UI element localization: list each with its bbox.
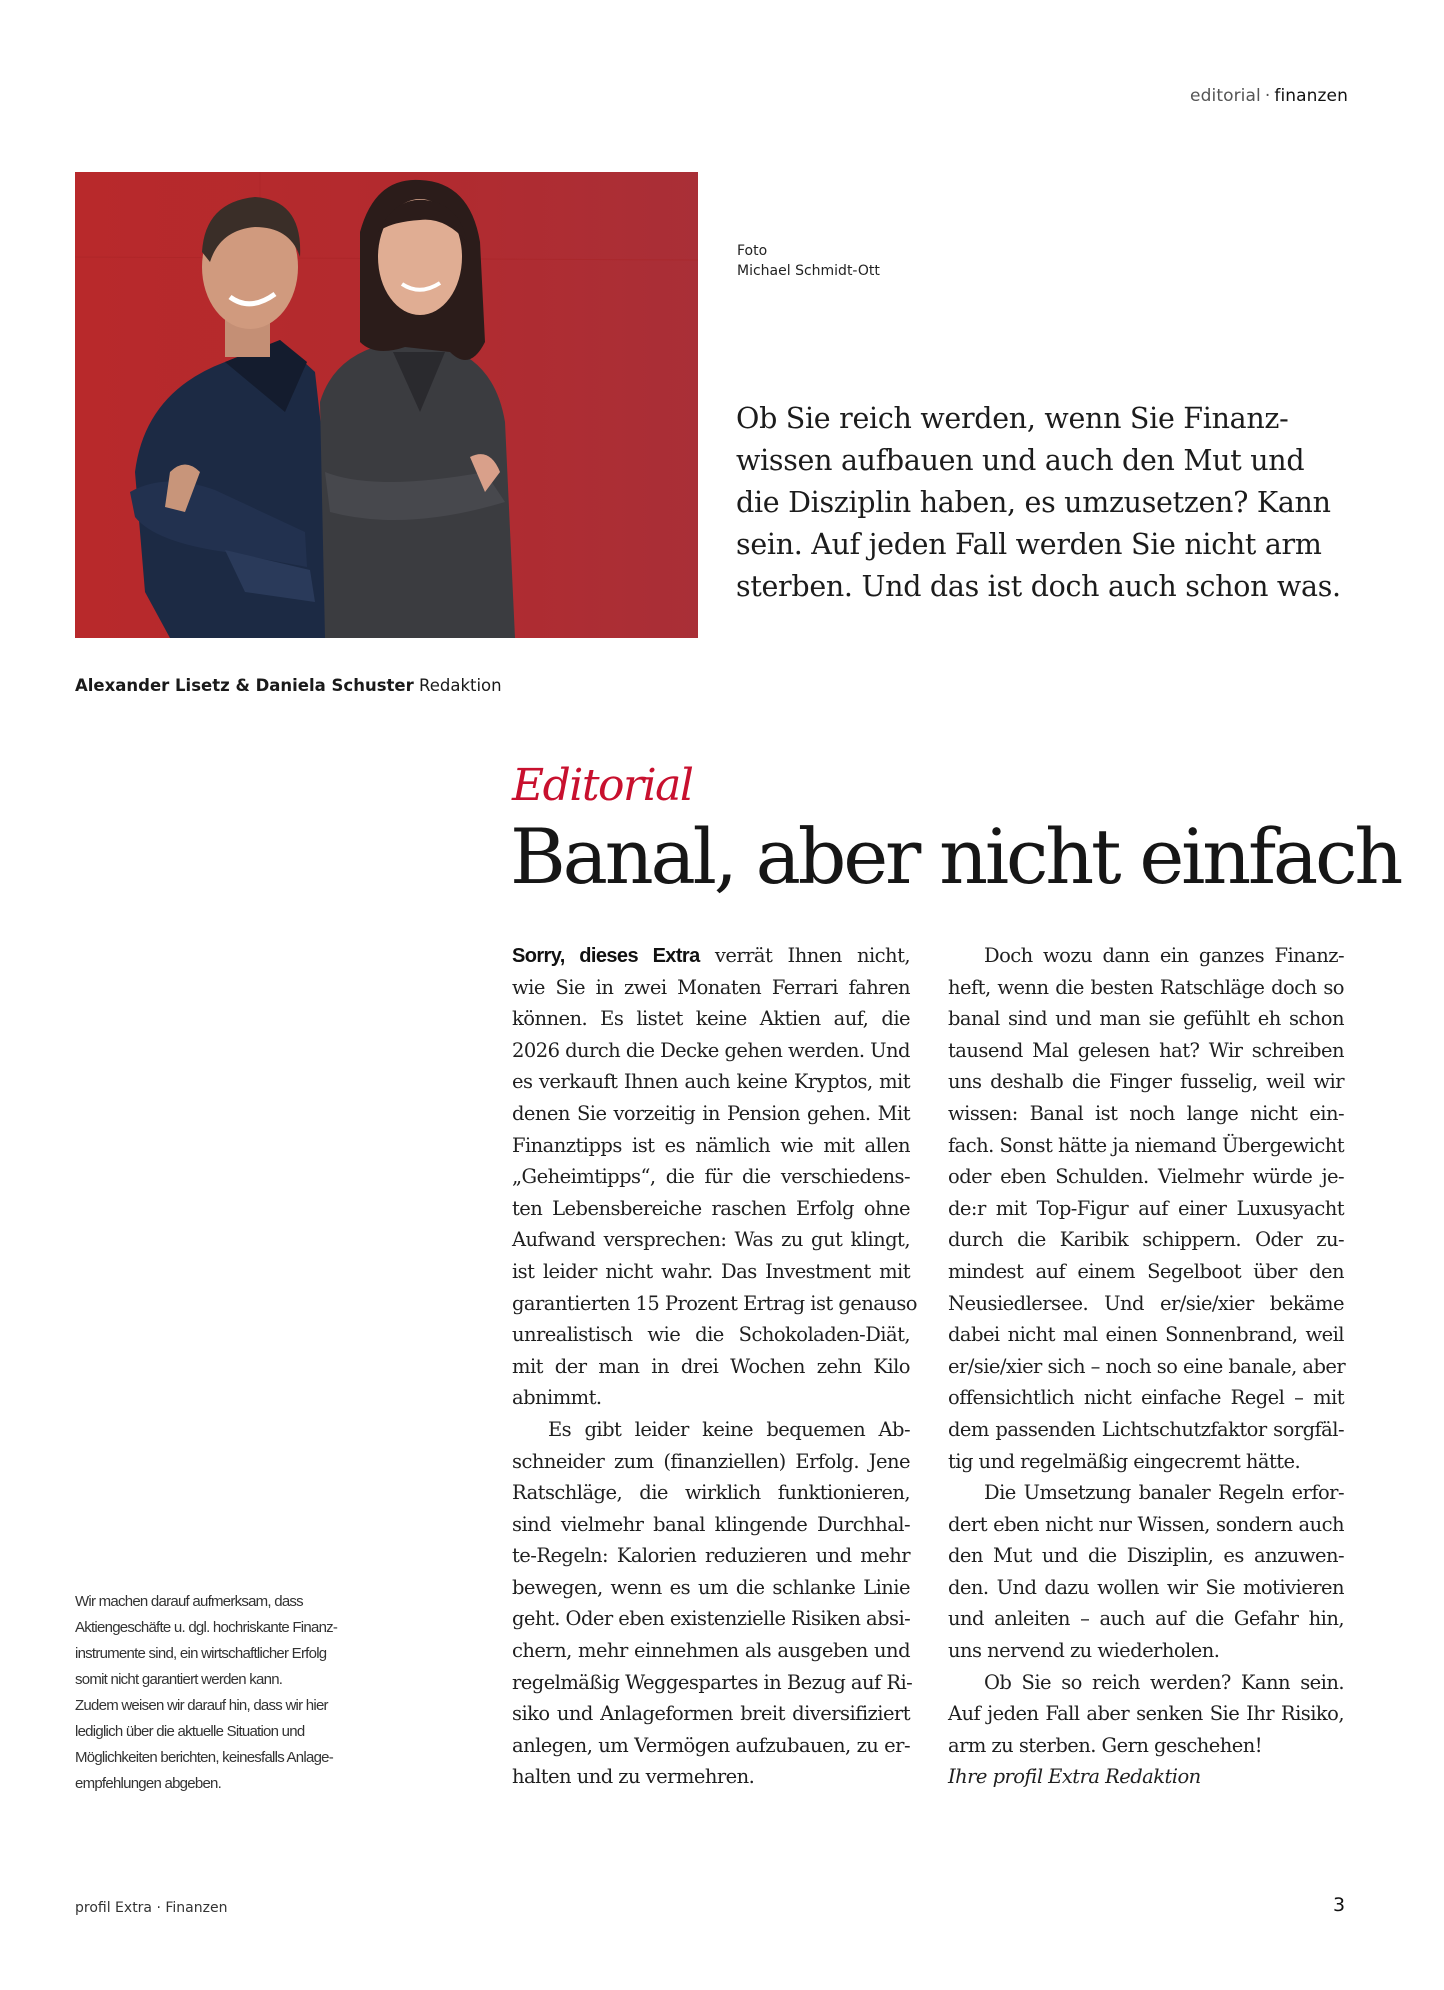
article-line: können. Es listet keine Aktien auf, die: [512, 1007, 910, 1031]
article-line: sind vielmehr banal klingende Durchhal-: [512, 1512, 910, 1536]
article-line: unrealistisch wie die Schokoladen-Diät,: [512, 1323, 910, 1347]
article-line: offensichtlich nicht einfache Regel – mit: [948, 1386, 1344, 1410]
article-line: Finanztipps ist es nämlich wie mit allen: [512, 1133, 910, 1157]
pull-quote: [736, 398, 1341, 608]
author-caption: [75, 676, 502, 695]
article-line: te-Regeln: Kalorien reduzieren und mehr: [512, 1544, 910, 1568]
article-line: arm zu sterben. Gern geschehen!: [948, 1733, 1263, 1757]
article-line: chern, mehr einnehmen als ausgeben und: [512, 1639, 910, 1663]
article-line: heft, wenn die besten Ratschläge doch so: [948, 975, 1344, 999]
article-line: Ratschläge, die wirklich funktionieren,: [512, 1481, 910, 1505]
article-line: fach. Sonst hätte ja niemand Übergewicht: [948, 1133, 1344, 1157]
pull-quote-line: wissen aufbauen und auch den Mut und: [736, 444, 1305, 477]
running-head-separator: ·: [1264, 86, 1271, 106]
article-line: Aufwand versprechen: Was zu gut klingt,: [512, 1228, 910, 1252]
article-line: uns deshalb die Finger fusselig, weil wir: [948, 1070, 1344, 1094]
article-line: mindest auf einem Segelboot über den: [948, 1259, 1344, 1283]
article-line: tausend Mal gelesen hat? Wir schreiben: [948, 1038, 1344, 1062]
running-head: [1190, 86, 1348, 106]
footer-publication: profil Extra · Finanzen: [75, 1900, 228, 1916]
disclaimer-line: Möglichkeiten berichten, keinesfalls Anlage-: [75, 1749, 333, 1766]
running-head-topic: finanzen: [1274, 86, 1348, 106]
article-line: banal sind und man sie gefühlt eh schon: [948, 1007, 1344, 1031]
article-line: [512, 940, 910, 972]
author-role: Redaktion: [418, 676, 502, 695]
article-lead-in: Sorry, dieses Extra: [512, 945, 700, 967]
editors-photo-illustration: [75, 172, 698, 638]
article-line: dert eben nicht nur Wissen, sondern auch: [948, 1512, 1344, 1536]
running-head-section: editorial: [1190, 86, 1261, 106]
article-line: und anleiten – auch auf die Gefahr hin,: [948, 1607, 1344, 1631]
disclaimer-line: instrumente sind, ein wirtschaftlicher Erfolg: [75, 1645, 327, 1662]
article-line: garantierten 15 Prozent Ertrag ist genauso: [512, 1291, 917, 1315]
editors-photo: [75, 172, 698, 638]
article-line: tig und regelmäßig eingecremt hätte.: [948, 1449, 1301, 1473]
pull-quote-line: Ob Sie reich werden, wenn Sie Finanz-: [736, 402, 1289, 435]
investment-disclaimer: [75, 1589, 415, 1797]
article-line: 2026 durch die Decke gehen werden. Und: [512, 1038, 910, 1062]
photo-credit-label: Foto: [737, 243, 768, 259]
article-line: es verkauft Ihnen auch keine Kryptos, mit: [512, 1070, 910, 1094]
article-line: regelmäßig Weggespartes in Bezug auf Ri-: [512, 1670, 913, 1694]
article-kicker: Editorial: [512, 760, 693, 811]
article-line: siko und Anlageformen breit diversifiziert: [512, 1702, 910, 1726]
article-line: „Geheimtipps“, die für die verschiedens-: [512, 1165, 910, 1189]
article-line: geht. Oder eben existenzielle Risiken absi-: [512, 1607, 911, 1631]
article-line: bewegen, wenn es um die schlanke Linie: [512, 1575, 910, 1599]
article-line: Neusiedlersee. Und er/sie/xier bekäme: [948, 1291, 1344, 1315]
disclaimer-line: Wir machen darauf aufmerksam, dass: [75, 1593, 303, 1610]
page-number: 3: [1333, 1894, 1346, 1916]
article-line: durch die Karibik schippern. Oder zu-: [948, 1228, 1344, 1252]
article-line: wie Sie in zwei Monaten Ferrari fahren: [512, 975, 910, 999]
article-line: de:r mit Top-Figur auf einer Luxusyacht: [948, 1196, 1344, 1220]
article-headline: Banal, aber nicht einfach: [510, 812, 1401, 901]
disclaimer-line: lediglich über die aktuelle Situation und: [75, 1723, 305, 1740]
article-column-2: [948, 940, 1344, 1793]
pull-quote-line: sterben. Und das ist doch auch schon was.: [736, 570, 1341, 603]
article-line: wissen: Banal ist noch lange nicht ein-: [948, 1101, 1344, 1125]
article-line: Auf jeden Fall aber senken Sie Ihr Risiko,: [948, 1702, 1344, 1726]
article-line: Doch wozu dann ein ganzes Finanz-: [984, 944, 1344, 967]
article-line: ist leider nicht wahr. Das Investment mit: [512, 1259, 910, 1283]
article-line: abnimmt.: [512, 1386, 602, 1410]
article-line: schneider zum (finanziellen) Erfolg. Jene: [512, 1449, 910, 1473]
pull-quote-line: sein. Auf jeden Fall werden Sie nicht arm: [736, 528, 1322, 561]
article-line: er/sie/xier sich – noch so eine banale, aber: [948, 1354, 1346, 1378]
article-column-1: [512, 940, 917, 1793]
article-line: dem passenden Lichtschutzfaktor sorgfäl-: [948, 1417, 1344, 1441]
article-line: dabei nicht mal einen Sonnenbrand, weil: [948, 1323, 1344, 1347]
article-line: Die Umsetzung banaler Regeln erfor-: [984, 1481, 1344, 1505]
article-line: mit der man in drei Wochen zehn Kilo: [512, 1354, 910, 1378]
disclaimer-line: Zudem weisen wir darauf hin, dass wir hier: [75, 1697, 328, 1714]
article-line: denen Sie vorzeitig in Pension gehen. Mit: [512, 1101, 910, 1125]
article-line: Ob Sie so reich werden? Kann sein.: [984, 1670, 1344, 1694]
article-signoff: Ihre profil Extra Redaktion: [948, 1765, 1201, 1789]
photo-credit: [737, 241, 880, 281]
article-line: oder eben Schulden. Vielmehr würde je-: [948, 1165, 1344, 1189]
disclaimer-line: Aktiengeschäfte u. dgl. hochriskante Finanz-: [75, 1619, 338, 1636]
disclaimer-line: empfehlungen abgeben.: [75, 1775, 222, 1792]
author-names: Alexander Lisetz & Daniela Schuster: [75, 676, 414, 695]
article-line: den. Und dazu wollen wir Sie motivieren: [948, 1575, 1344, 1599]
disclaimer-line: somit nicht garantiert werden kann.: [75, 1671, 283, 1688]
article-line: ten Lebensbereiche raschen Erfolg ohne: [512, 1196, 910, 1220]
article-line: halten und zu vermehren.: [512, 1765, 755, 1789]
article-line: den Mut und die Disziplin, es anzuwen-: [948, 1544, 1344, 1568]
article-line: Es gibt leider keine bequemen Ab-: [548, 1417, 910, 1441]
photo-credit-photographer: Michael Schmidt-Ott: [737, 263, 880, 279]
article-line: anlegen, um Vermögen aufzubauen, zu er-: [512, 1733, 910, 1757]
article-line-text: verrät Ihnen nicht,: [699, 944, 910, 967]
article-line: uns nervend zu wiederholen.: [948, 1639, 1220, 1663]
pull-quote-line: die Disziplin haben, es umzusetzen? Kann: [736, 486, 1331, 519]
